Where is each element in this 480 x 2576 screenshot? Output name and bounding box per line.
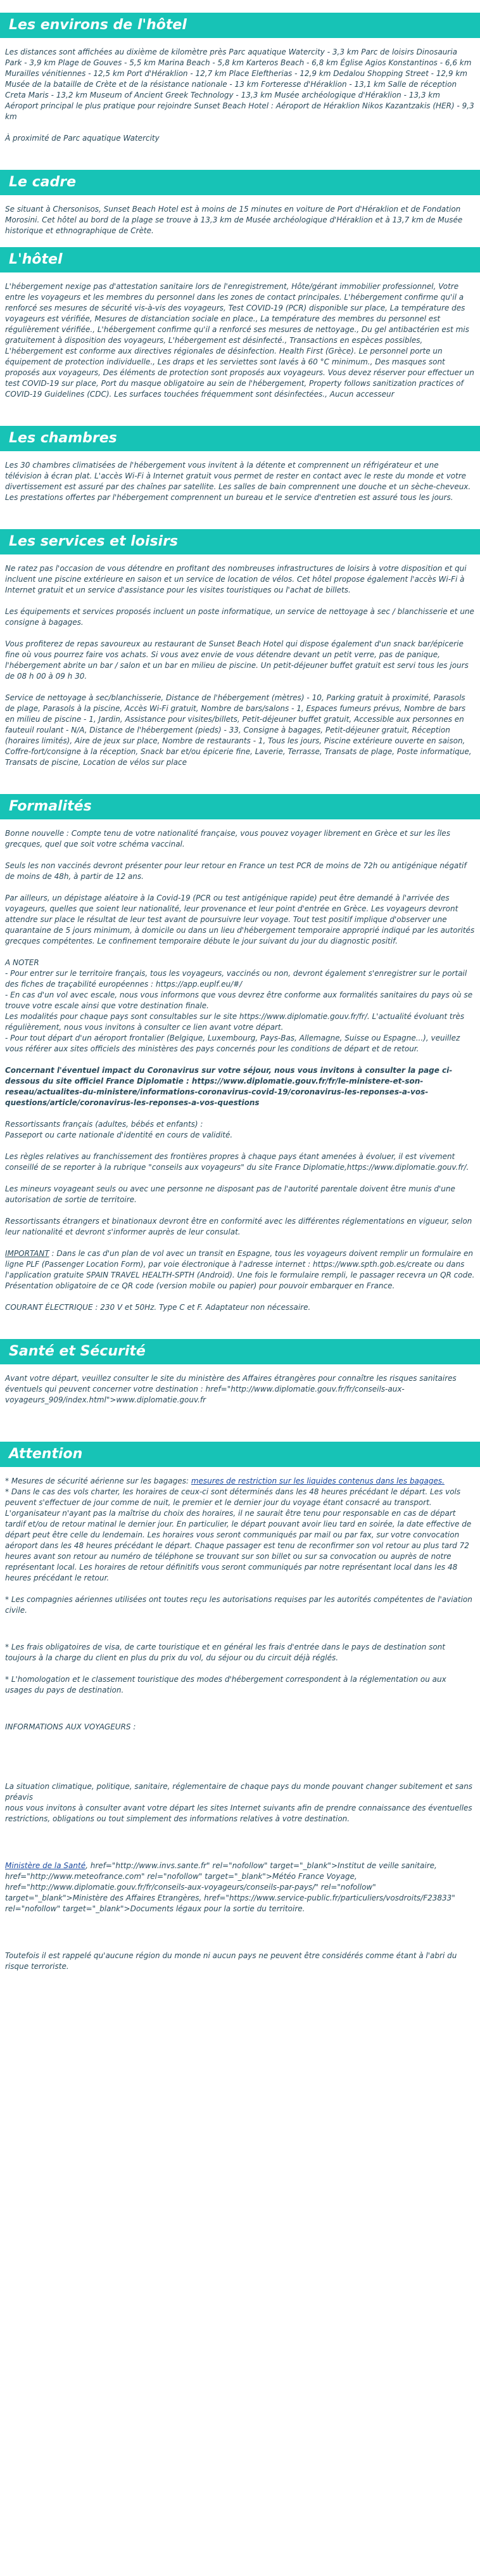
heading-cadre: Le cadre [0,170,480,195]
cadre-text: Se situant à Chersonisos, Sunset Beach Hotel est à moins de 15 minutes en voiture de Port d'Héraklion et de Fondation Morosini. Cet hôtel au bord de la plage se trouve à 13,3 km de Musée archéologique d'Héraklion et à 13,7 km de Musée historique et ethnographique de Crète. [5,205,463,235]
environs-proximite: À proximité de Parc aquatique Watercity [5,134,160,143]
attention-situation-2: nous vous invitons à consulter avant votre départ les sites Internet suivants afin de prendre connaissance des éventuelles restrictions, obligations ou tout simplement des informations relatives à votre destination. [5,1804,472,1823]
services-liste: Service de nettoyage à sec/blanchisserie, Distance de l'hébergement (mètres) - 10, Parking gratuit à proximité, Parasols de plage, Parasols à la piscine, Accès Wi-Fi gratuit, Nombre de bars/salons - 1, Espaces fumeurs prévus, Nombre de bars en milieu de piscine - 1, Jardin, Assistance pour visites/billets, Petit-déjeuner buffet gratuit, Accessible aux personnes en fauteuil roulant - N/A, Distance de l'hébergement (pieds) - 33, Consigne à bagages, Petit-déjeuner gratuit, Réception (horaires limités), Aire de jeux sur place, Nombre de restaurants - 1, Tous les jours, Piscine extérieure ouverte en saison, Coffre-fort/consigne à la réception, Snack bar et/ou épicerie fine, Laverie, Terrasse, Transats de plage, Poste informatique, Transats de piscine, Location de vélos sur place [5,693,472,767]
attention-situation: La situation climatique, politique, sanitaire, réglementaire de chaque pays du monde pouvant changer subitement et sans préavis [5,1782,473,1802]
attention-visa: * Les frais obligatoires de visa, de carte touristique et en général les frais d'entrée dans le pays de destination sont toujours à la charge du client en plus du prix du vol, du séjour ou du circuit déjà réglés. [5,1643,445,1662]
liquides-link[interactable]: mesures de restriction sur les liquides contenus dans les bagages. [191,1477,445,1485]
formalites-non-vaccines: Seuls les non vaccinés devront présenter pour leur retour en France un test PCR de moins de 72h ou antigénique négatif de moins de 48h, à partir de 12 ans. [5,861,467,881]
formalites-important-label: IMPORTANT [5,1249,49,1258]
section-hotel [0,247,480,400]
section-attention [0,1442,480,1972]
formalites-bonne-nouvelle: Bonne nouvelle : Compte tenu de votre nationalité française, vous pouvez voyager librement en Grèce et sur les îles grecques, quel que soit votre schéma vaccinal. [5,829,450,849]
section-chambres [0,426,480,503]
formalites-mineurs: Les mineurs voyageant seuls ou avec une personne ne disposant pas de l'autorité parentale doivent être munis d'une autorisation de sortie de territoire. [5,1184,455,1204]
section-formalites [0,794,480,1313]
heading-formalites: Formalités [0,794,480,819]
attention-terrorisme: Toutefois il est rappelé qu'aucune région du monde ni aucun pays ne peuvent être considérés comme étant à l'abri du risque terroriste. [5,1951,457,1971]
heading-chambres: Les chambres [0,426,480,451]
formalites-depistage: Par ailleurs, un dépistage aléatoire à la Covid-19 (PCR ou test antigénique rapide) peut être demandé à l'arrivée des voyageurs, quelles que soient leur nationalité, leur provenance et leur point d'entrée en Grèce. Les voyageurs devront attendre sur place le résultat de leur test avant de poursuivre leur voyage. Tout test positif implique d'observer une quarantaine de 5 jours minimum, à domicile ou dans un lieu d'hébergement temporaire approprié indiqué par les autorités grecques compétentes. Le confinement temporaire débute le jour suivant du jour du diagnostic positif. [5,894,475,945]
heading-attention: Attention [0,1442,480,1467]
sante-text: Avant votre départ, veuillez consulter le site du ministère des Affaires étrangères pour connaître les risques sanitaires éventuels qui peuvent concerner votre destination : href="http://www.diplomatie.gouv.fr/fr/conseils-aux-voyageurs_909/index.html">www.diplomatie.gouv.fr [5,1374,457,1404]
formalites-note-2: - En cas d'un vol avec escale, nous vous informons que vous devrez être conforme aux formalités sanitaires du pays où se trouve votre escale ainsi que votre destination finale. [5,990,473,1010]
attention-homologation: * L'homologation et le classement touristique des modes d'hébergement correspondent à la réglementation ou aux usages du pays de destination. [5,1675,446,1695]
ministere-sante-link[interactable]: Ministère de la Santé [5,1861,86,1870]
attention-vols-charter: * Dans le cas des vols charter, les horaires de ceux-ci sont déterminés dans les 48 heures précédant le départ. Les vols peuvent s'effectuer de jour comme de nuit, le premier et le dernier jour du voyage étant consacré au transport. L'organisateur n'ayant pas la maîtrise du choix des horaires, il ne saurait être tenu pour responsable en cas de départ tardif et/ou de retour matinal le dernier jour. En particulier, le départ pouvant avoir lieu tard en soirée, la date effective de départ peut être celle du lendemain. Les horaires vous seront communiqués par mail ou par fax, sur votre convocation aéroport dans les 48 heures précédant le départ. Chaque passager est tenu de reconfirmer son vol retour au plus tard 72 heures avant son retour au numéro de téléphone se trouvant sur son billet ou sur sa convocation ou auprès de notre représentant local. Les horaires de retour définitifs vous seront communiqués par notre représentant local dans les 48 heures précédant le retour. [5,1487,472,1582]
formalites-important-text: : Dans le cas d'un plan de vol avec un transit en Espagne, tous les voyageurs doivent remplir un formulaire en ligne PLF (Passenger Location Form), par voie électronique à l'adresse internet : https://www.spth.gob.es/create ou dans l'application gratuite SPAIN TRAVEL HEALTH-SPTH (Android). Une fois le formulaire rempli, le passager recevra un QR code. Présentation obligatoire de ce QR code (version mobile ou papier) pour pouvoir embarquer en France. [5,1249,475,1290]
formalites-note-3: Les modalités pour chaque pays sont consultables sur le site https://www.diplomatie.gouv.fr/fr/. L'actualité évoluant très régulièrement, nous vous invitons à consulter ce lien avant votre départ. [5,1012,465,1032]
attention-compagnies: * Les compagnies aériennes utilisées ont toutes reçu les autorisations requises par les autorités compétentes de l'aviation civile. [5,1595,472,1615]
section-environs [0,13,480,144]
attention-infos-voyageurs: INFORMATIONS AUX VOYAGEURS : [5,1722,136,1731]
section-cadre [0,170,480,236]
attention-bagages: * Mesures de sécurité aérienne sur les bagages: [5,1477,191,1485]
formalites-coronavirus: Concernant l'éventuel impact du Coronavirus sur votre séjour, nous vous invitons à consulter la page ci-dessous du site officiel France Diplomatie : https://www.diplomatie.gouv.fr/fr/le-ministere-et-son-reseau/actualites-du-ministere/informations-coronavirus-covid-19/coronavirus-les-reponses-a-vos-questions/article/coronavirus-les-reponses-a-vos-questions [5,1066,453,1107]
heading-services: Les services et loisirs [0,529,480,554]
hotel-text: L'hébergement nexige pas d'attestation sanitaire lors de l'enregistrement, Hôte/gérant immobilier professionnel, Votre entre les voyageurs et les membres du personnel dans les zones de contact principales. L'hébergement confirme qu'il a renforcé ses mesures de sécurité vis-à-vis des voyageurs, Test COVID-19 (PCR) disponible sur place, La température des voyageurs est vérifiée, Mesures de distanciation sociale en place., La température des membres du personnel est régulièrement vérifiée., L'hébergement confirme qu'il a renforcé ses mesures de nettoyage., Du gel antibactérien est mis gratuitement à disposition des voyageurs, L'hébergement est désinfecté., Transactions en espèces possibles, L'hébergement est conforme aux directives régionales de désinfection. Health First (Grèce). Le personnel porte un équipement de protection individuelle., Les draps et les serviettes sont lavés à 60 °C minimum., Des masques sont proposés aux voyageurs, Des éléments de protection sont proposés aux voyageurs. Vous devez réserver pour effectuer un test COVID-19 sur place, Port du masque obligatoire au sein de l'hébergement, Property follows sanitization practices of COVID-19 Guidelines (CDC). Les surfaces touchées fréquemment sont désinfectées., Aucun accesseur [5,282,474,399]
heading-environs: Les environs de l'hôtel [0,13,480,38]
attention-liens: , href="http://www.invs.sante.fr" rel="nofollow" target="_blank">Institut de veille sanitaire, href="http://www.meteofrance.com" rel="nofollow" target="_blank">Météo France Voyage, href="http://www.diplomatie.gouv.fr/fr/conseils-aux-voyageurs/conseils-par-pays/" rel="nofollow" target="_blank">Ministère des Affaires Etrangères, href="https://www.service-public.fr/particuliers/vosdroits/F23833" rel="nofollow" target="_blank">Documents légaux pour la sortie du territoire. [5,1861,455,1913]
chambres-text: Les 30 chambres climatisées de l'hébergement vous invitent à la détente et comprennent un réfrigérateur et une télévision à écran plat. L'accès Wi-Fi à Internet gratuit vous permet de rester en contact avec le reste du monde et votre divertissement est assuré par des chaînes par satellite. Les salles de bain comprennent une douche et un sèche-cheveux. Les prestations offertes par l'hébergement comprennent un bureau et le service d'entretien est assuré tous les jours. [5,461,471,502]
services-loisirs: Ne ratez pas l'occasion de vous détendre en profitant des nombreuses infrastructures de loisirs à votre disposition et qui incluent une piscine extérieure en saison et un service de location de vélos. Cet hôtel propose également l'accès Wi-Fi à Internet gratuit et un service d'assistance pour les visites touristiques ou l'achat de billets. [5,564,467,594]
environs-distances: Les distances sont affichées au dixième de kilomètre près Parc aquatique Watercity - 3,3 km Parc de loisirs Dinosauria Park - 3,9 km Plage de Gouves - 5,5 km Marina Beach - 5,8 km Karteros Beach - 6,8 km Église Agios Konstantinos - 6,6 km Murailles vénitiennes - 12,5 km Port d'Héraklion - 12,7 km Place Eleftherias - 12,9 km Dedalou Shopping Street - 12,9 km Musée de la bataille de Crète et de la résistance nationale - 13 km Forteresse d'Héraklion - 13,1 km Salle de réception Creta Maris - 13,2 km Museum of Ancient Greek Technology - 13,3 km Musée archéologique d'Héraklion - 13,3 km Aéroport principal le plus pratique pour rejoindre Sunset Beach Hotel : Aéroport de Héraklion Nikos Kazantzakis (HER) - 9,3 km [5,48,474,121]
services-restaurant: Vous profiterez de repas savoureux au restaurant de Sunset Beach Hotel qui dispose également d'un snack bar/épicerie fine où vous pourrez faire vos achats. Si vous avez envie de vous détendre devant un petit verre, pas de panique, l'hébergement abrite un bar / salon et un bar en milieu de piscine. Un petit-déjeuner buffet gratuit est servi tous les jours de 08 h 00 à 09 h 30. [5,639,469,681]
formalites-note-4: - Pour tout départ d'un aéroport frontalier (Belgique, Luxembourg, Pays-Bas, Allemagne, Suisse ou Espagne...), veuillez vous référer aux sites officiels des ministères des pays concernés pour les conditions de départ et de retour. [5,1034,460,1053]
formalites-etrangers: Ressortissants étrangers et binationaux devront être en conformité avec les différentes réglementations en vigueur, selon leur nationalité et devront s'informer auprès de leur consulat. [5,1217,472,1236]
heading-hotel: L'hôtel [0,247,480,272]
heading-sante: Santé et Sécurité [0,1339,480,1364]
formalites-a-noter-label: A NOTER [5,958,39,967]
formalites-note-1: - Pour entrer sur le territoire français, tous les voyageurs, vaccinés ou non, devront également s'enregistrer sur le portail des fiches de traçabilité européennes : https://app.euplf.eu/#/ [5,969,467,989]
services-equipements: Les équipements et services proposés incluent un poste informatique, un service de nettoyage à sec / blanchisserie et une consigne à bagages. [5,607,474,627]
section-sante [0,1339,480,1406]
formalites-regles: Les règles relatives au franchissement des frontières propres à chaque pays étant amenées à évoluer, il est vivement conseillé de se reporter à la rubrique "conseils aux voyageurs" du site France Diplomatie,https://www.diplomatie.gouv.fr/. [5,1152,469,1172]
formalites-courant: COURANT ÉLECTRIQUE : 230 V et 50Hz. Type C et F. Adaptateur non nécessaire. [5,1303,311,1312]
section-services [0,529,480,768]
formalites-ressortissants: Ressortissants français (adultes, bébés et enfants) : [5,1120,203,1129]
formalites-passeport: Passeport ou carte nationale d'identité en cours de validité. [5,1131,233,1139]
